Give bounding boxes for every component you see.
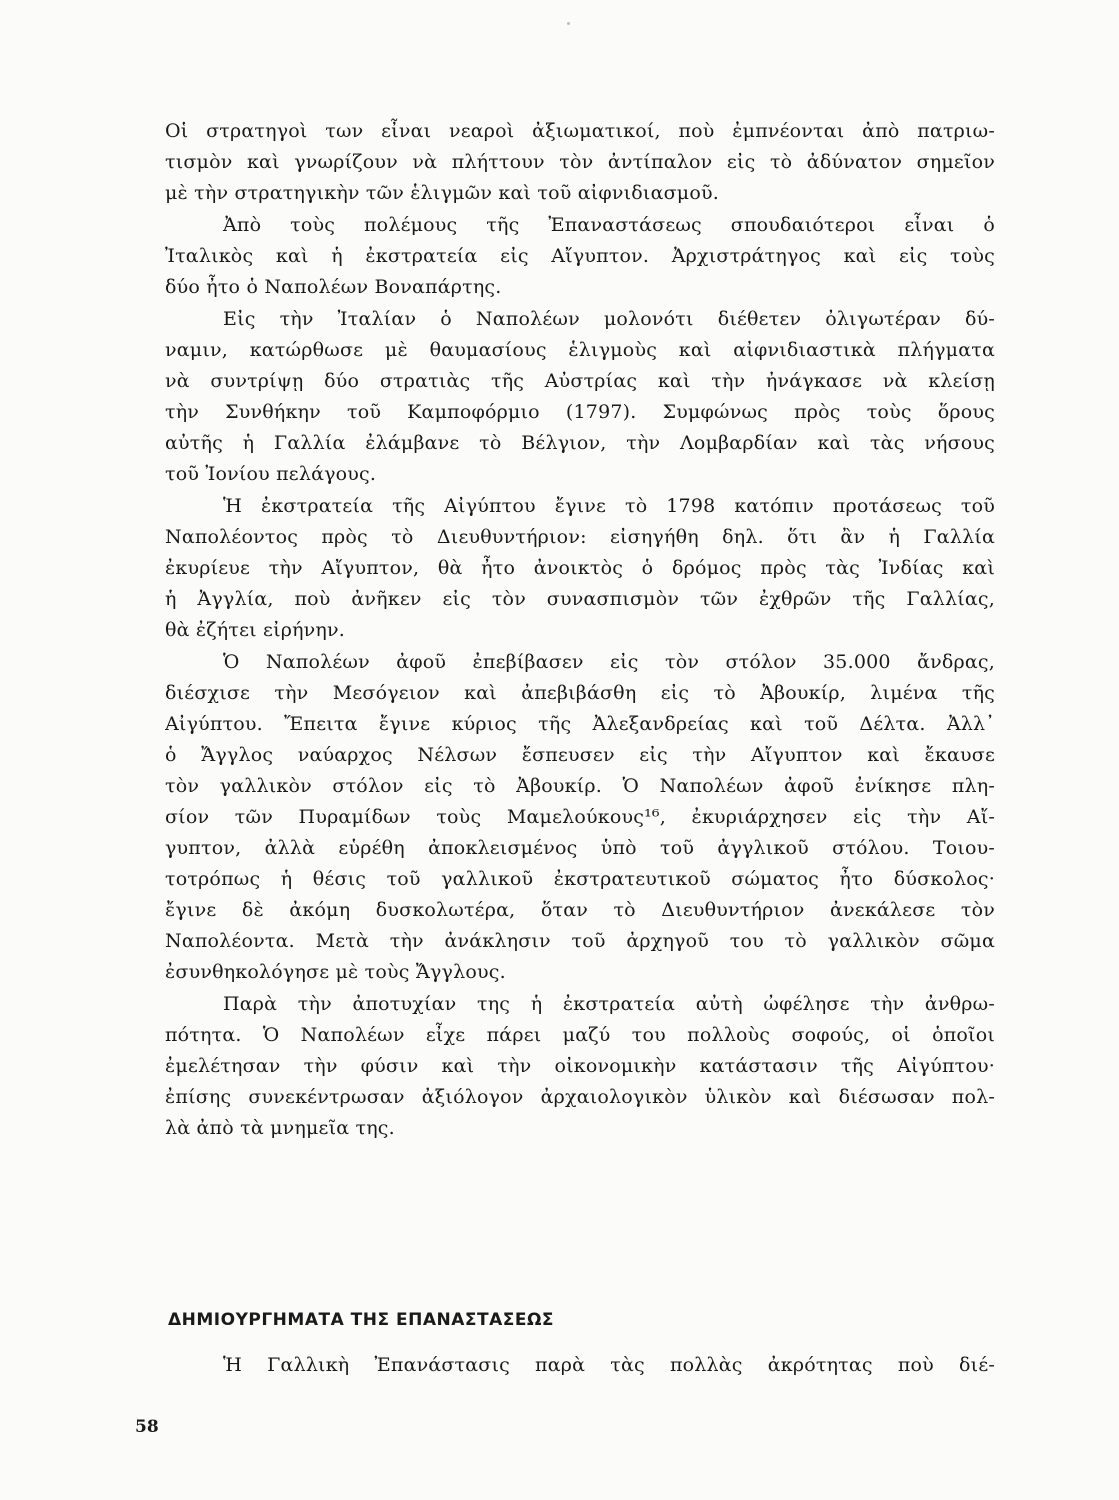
text-line: Εἰς τὴν Ἰταλίαν ὁ Ναπολέων μολονότι διέθετεν ὀλιγωτέραν δύ- xyxy=(223,308,995,330)
text-line: πότητα. Ὁ Ναπολέων εἶχε πάρει μαζύ του πολλοὺς σοφούς, οἱ ὁποῖοι xyxy=(165,1024,995,1046)
text-line: Οἱ στρατηγοὶ των εἶναι νεαροὶ ἀξιωματικοί, ποὺ ἐμπνέονται ἀπὸ πατριω- xyxy=(165,120,995,142)
text-line: Ἡ Γαλλικὴ Ἐπανάστασις παρὰ τὰς πολλὰς ἀκρότητας ποὺ διέ- xyxy=(223,1354,995,1376)
text-line: ἐμελέτησαν τὴν φύσιν καὶ τὴν οἰκονομικὴν κατάστασιν τῆς Αἰγύπτου· xyxy=(165,1055,995,1077)
page-number: 58 xyxy=(135,1417,159,1437)
text-line: θὰ ἐζήτει εἰρήνην. xyxy=(165,619,345,641)
text-line: γυπτον, ἀλλὰ εὑρέθη ἀποκλεισμένος ὑπὸ τοῦ ἀγγλικοῦ στόλου. Τοιου- xyxy=(165,837,995,859)
text-line: Ναπολέοντος πρὸς τὸ Διευθυντήριον: εἰσηγήθη δηλ. ὅτι ἂν ἡ Γαλλία xyxy=(165,526,995,548)
text-line: ἐκυρίευε τὴν Αἴγυπτον, θὰ ἦτο ἀνοικτὸς ὁ δρόμος πρὸς τὰς Ἰνδίας καὶ xyxy=(165,557,995,579)
final-paragraph xyxy=(165,1352,995,1378)
text-line: τὸν γαλλικὸν στόλον εἰς τὸ Ἀβουκίρ. Ὁ Ναπολέων ἀφοῦ ἐνίκησε πλη- xyxy=(165,775,995,797)
text-line: Αἰγύπτου. Ἔπειτα ἔγινε κύριος τῆς Ἀλεξανδρείας καὶ τοῦ Δέλτα. Ἀλλ᾽ xyxy=(165,713,995,735)
text-line: Ὁ Ναπολέων ἀφοῦ ἐπεβίβασεν εἰς τὸν στόλον 35.000 ἄνδρας, xyxy=(223,651,995,673)
text-line: τοῦ Ἰονίου πελάγους. xyxy=(165,463,377,485)
text-line: σίον τῶν Πυραμίδων τοὺς Μαμελούκους¹⁶, ἐκυριάρχησεν εἰς τὴν Αἴ- xyxy=(165,806,995,828)
text-line: ναμιν, κατώρθωσε μὲ θαυμασίους ἑλιγμοὺς καὶ αἰφνιδιαστικὰ πλήγματα xyxy=(165,339,995,361)
text-line: τὴν Συνθήκην τοῦ Καμποφόρμιο (1797). Συμφώνως πρὸς τοὺς ὅρους xyxy=(165,401,995,423)
text-line: τισμὸν καὶ γνωρίζουν νὰ πλήττουν τὸν ἀντίπαλον εἰς τὸ ἀδύνατον σημεῖον xyxy=(165,151,995,173)
text-line: λὰ ἀπὸ τὰ μνημεῖα της. xyxy=(165,1117,395,1139)
section-heading: ΔΗΜΙΟΥΡΓΗΜΑΤΑ ΤΗΣ ΕΠΑΝΑΣΤΑΣΕΩΣ xyxy=(168,1310,555,1330)
text-line: ἐσυνθηκολόγησε μὲ τοὺς Ἄγγλους. xyxy=(165,961,506,983)
text-line: Ναπολέοντα. Μετὰ τὴν ἀνάκλησιν τοῦ ἀρχηγοῦ του τὸ γαλλικὸν σῶμα xyxy=(165,930,995,952)
scan-speck xyxy=(567,22,570,25)
text-line: Ἰταλικὸς καὶ ἡ ἐκστρατεία εἰς Αἴγυπτον. Ἀρχιστράτηγος καὶ εἰς τοὺς xyxy=(165,245,995,267)
text-line: Ἀπὸ τοὺς πολέμους τῆς Ἐπαναστάσεως σπουδαιότεροι εἶναι ὁ xyxy=(223,214,995,236)
text-line: Παρὰ τὴν ἀποτυχίαν της ἡ ἐκστρατεία αὐτὴ ὠφέλησε τὴν ἀνθρω- xyxy=(223,993,995,1015)
text-line: νὰ συντρίψῃ δύο στρατιὰς τῆς Αὐστρίας καὶ τὴν ἠνάγκασε νὰ κλείσῃ xyxy=(165,370,995,392)
text-line: ὁ Ἄγγλος ναύαρχος Νέλσων ἔσπευσεν εἰς τὴν Αἴγυπτον καὶ ἔκαυσε xyxy=(165,744,995,766)
text-line: ἡ Ἀγγλία, ποὺ ἀνῆκεν εἰς τὸν συνασπισμὸν τῶν ἐχθρῶν τῆς Γαλλίας, xyxy=(165,588,995,610)
body-text xyxy=(165,100,995,1141)
text-line: διέσχισε τὴν Μεσόγειον καὶ ἀπεβιβάσθη εἰς τὸ Ἀβουκίρ, λιμένα τῆς xyxy=(165,682,995,704)
text-line: δύο ἦτο ὁ Ναπολέων Βοναπάρτης. xyxy=(165,276,502,298)
text-line: Ἡ ἐκστρατεία τῆς Αἰγύπτου ἔγινε τὸ 1798 κατόπιν προτάσεως τοῦ xyxy=(223,495,995,517)
text-line: μὲ τὴν στρατηγικὴν τῶν ἑλιγμῶν καὶ τοῦ αἰφνιδιασμοῦ. xyxy=(165,182,719,204)
text-line: ἔγινε δὲ ἀκόμη δυσκολωτέρα, ὅταν τὸ Διευθυντήριον ἀνεκάλεσε τὸν xyxy=(165,899,995,921)
text-line: ἐπίσης συνεκέντρωσαν ἀξιόλογον ἀρχαιολογικὸν ὑλικὸν καὶ διέσωσαν πολ- xyxy=(165,1086,995,1108)
text-line: τοτρόπως ἡ θέσις τοῦ γαλλικοῦ ἐκστρατευτικοῦ σώματος ἦτο δύσκολος· xyxy=(165,868,995,890)
text-line: αὐτῆς ἡ Γαλλία ἐλάμβανε τὸ Βέλγιον, τὴν Λομβαρδίαν καὶ τὰς νήσους xyxy=(165,432,995,454)
